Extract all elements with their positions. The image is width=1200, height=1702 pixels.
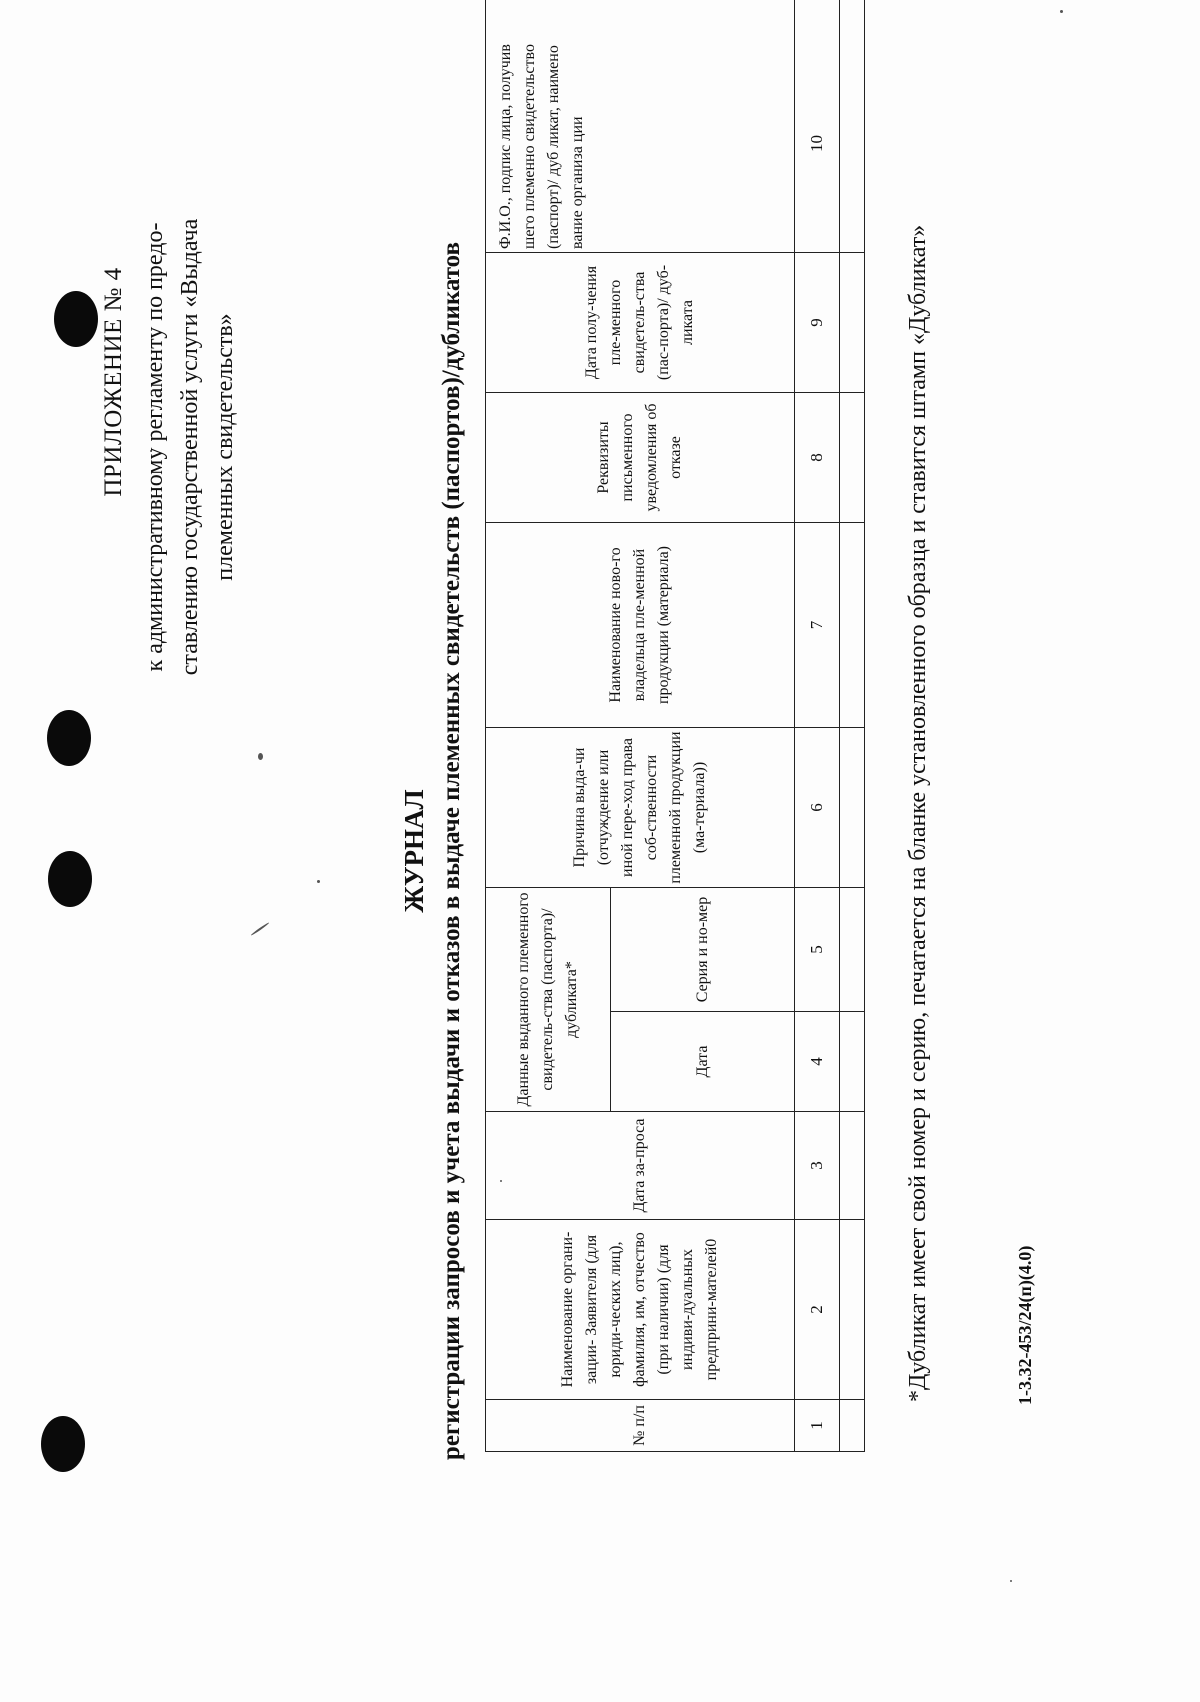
empty-cell (840, 523, 865, 728)
header-refusal-details: Реквизиты письменного уведомления об отказе (486, 393, 795, 523)
column-number: 9 (795, 253, 840, 393)
column-number: 7 (795, 523, 840, 728)
header-issue-reason: Причина выда-чи (отчуждение или иной пере-ход права соб-ственности племенной продукции (ма-териала)) (486, 728, 795, 888)
column-number: 10 (795, 0, 840, 253)
appendix-line: племенных свидетельств» (212, 313, 238, 581)
journal-title: ЖУРНАЛ (399, 789, 429, 913)
column-number: 4 (795, 1012, 840, 1112)
appendix-title: ПРИЛОЖЕНИЕ № 4 (100, 267, 127, 497)
appendix-line: ставлению государственной услуги «Выдача (177, 218, 203, 676)
empty-cell (840, 1400, 865, 1452)
header-issued-certificate: Данные выданного племенного свидетель-ства (паспорта)/ дубликата* (486, 888, 611, 1112)
header-new-owner: Наименование ново-го владельца пле-менной продукции (материала) (486, 523, 795, 728)
journal-table (485, 0, 865, 1452)
header-applicant: Наименование органи-зации- Заявителя (для юриди-ческих лиц), фамилия, им, отчество (при наличии) (для индиви-дуальных предприни-мателей0 (486, 1220, 795, 1400)
header-series-number: Серия и но-мер (611, 888, 795, 1012)
column-number-row (795, 0, 840, 1452)
empty-cell (840, 393, 865, 523)
column-number: 2 (795, 1220, 840, 1400)
header-issue-date: Дата (611, 1012, 795, 1112)
header-number: № п/п (486, 1400, 795, 1452)
empty-cell (840, 1112, 865, 1220)
appendix-line: к административному регламенту по предо- (142, 222, 168, 672)
column-number: 8 (795, 393, 840, 523)
column-number: 5 (795, 888, 840, 1012)
column-number: 1 (795, 1400, 840, 1452)
column-number: 6 (795, 728, 840, 888)
empty-cell (840, 728, 865, 888)
column-number: 3 (795, 1112, 840, 1220)
header-recipient (486, 0, 795, 253)
empty-cell (840, 1220, 865, 1400)
appendix-reference (138, 207, 243, 687)
header-row (486, 0, 611, 1452)
empty-cell (840, 1012, 865, 1112)
header-recipient-text: Ф.И.О., подпис лица, получив шего племенно свидетельство (паспорт)/ дуб ликат, наимено вание организа ции (497, 44, 586, 249)
journal-subtitle: регистрации запросов и учета выдачи и отказов в выдаче племенных свидетельств (паспортов)/дубликатов (438, 241, 465, 1461)
header-request-date: Дата за-проса (486, 1112, 795, 1220)
empty-cell (840, 888, 865, 1012)
document-code: 1-3.32-453/24(п)(4.0) (1015, 1245, 1035, 1405)
empty-row (840, 0, 865, 1452)
empty-cell (840, 253, 865, 393)
empty-cell (840, 0, 865, 253)
header-receipt-date: Дата полу-чения пле-менного свидетель-ства (пас-порта)/ дуб-ликата (486, 253, 795, 393)
footnote: *Дубликат имеет свой номер и серию, печатается на бланке установленного образца и ставится штамп «Дубликат» (905, 224, 931, 1402)
